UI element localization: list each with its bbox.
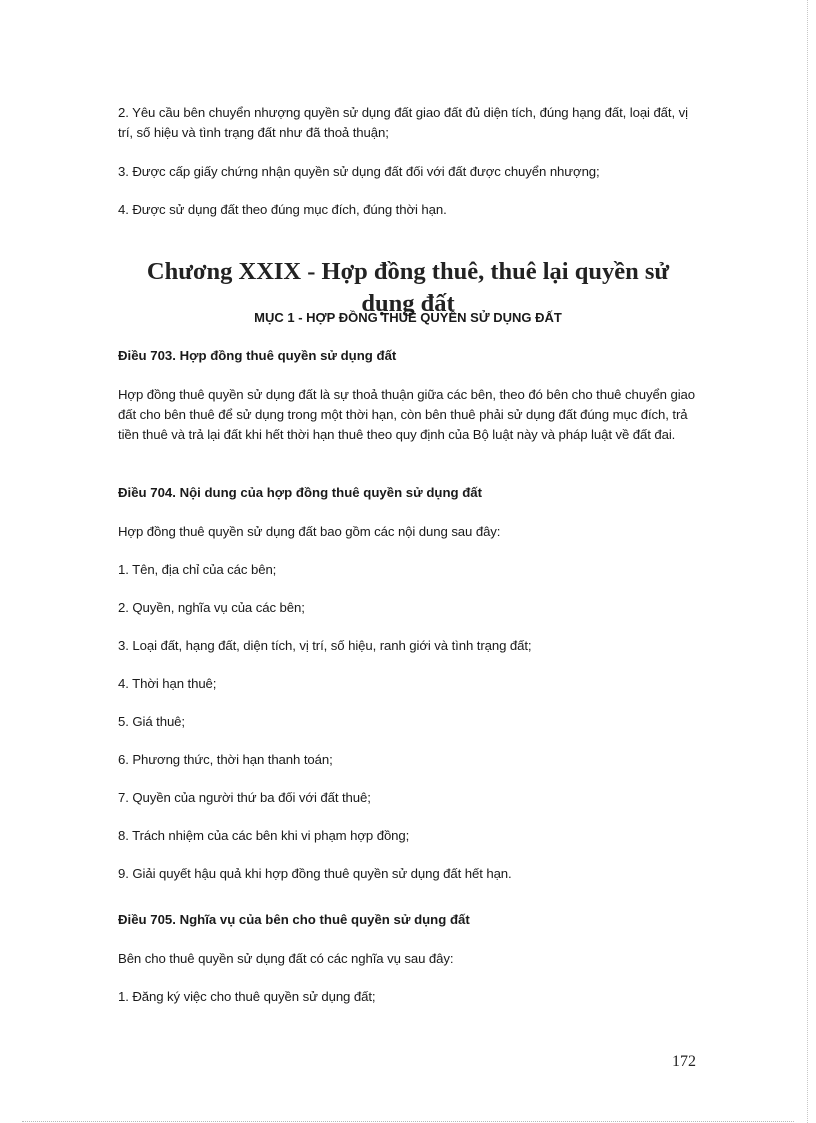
top-list	[118, 103, 698, 220]
list-item: 9. Giải quyết hậu quả khi hợp đồng thuê quyền sử dụng đất hết hạn.	[118, 866, 512, 881]
list-item: 6. Phương thức, thời hạn thanh toán;	[118, 752, 333, 767]
page-border-bottom	[22, 1121, 794, 1122]
list-item: 4. Thời hạn thuê;	[118, 676, 217, 691]
list-item: 1. Đăng ký việc cho thuê quyền sử dụng đất;	[118, 989, 376, 1004]
article-heading: Điều 704. Nội dung của hợp đồng thuê quyền sử dụng đất	[118, 485, 483, 500]
article-705	[118, 910, 698, 1007]
article-704	[118, 483, 698, 884]
list-item: 7. Quyền của người thứ ba đối với đất thuê;	[118, 790, 371, 805]
article-heading: Điều 703. Hợp đồng thuê quyền sử dụng đất	[118, 348, 397, 363]
article-703	[118, 346, 698, 445]
article-intro: Hợp đồng thuê quyền sử dụng đất bao gồm các nội dung sau đây:	[118, 524, 501, 539]
article-heading: Điều 705. Nghĩa vụ của bên cho thuê quyền sử dụng đất	[118, 912, 470, 927]
chapter-title: Chương XXIX - Hợp đồng thuê, thuê lại quyền sử dụng đất	[146, 258, 670, 317]
list-item: 1. Tên, địa chỉ của các bên;	[118, 562, 277, 577]
article-intro: Bên cho thuê quyền sử dụng đất có các nghĩa vụ sau đây:	[118, 951, 454, 966]
section-title: MỤC 1 - HỢP ĐỒNG THUÊ QUYỀN SỬ DỤNG ĐẤT	[254, 310, 562, 325]
list-item: 4. Được sử dụng đất theo đúng mục đích, đúng thời hạn.	[118, 202, 447, 217]
list-item: 2. Yêu cầu bên chuyển nhượng quyền sử dụng đất giao đất đủ diện tích, đúng hạng đất, loại đất, vị trí, số hiệu và tình trạng đất như đã thoả thuận;	[118, 105, 688, 140]
list-item: 5. Giá thuê;	[118, 714, 185, 729]
list-item: 2. Quyền, nghĩa vụ của các bên;	[118, 600, 305, 615]
list-item: 8. Trách nhiệm của các bên khi vi phạm hợp đồng;	[118, 828, 410, 843]
article-body: Hợp đồng thuê quyền sử dụng đất là sự thoả thuận giữa các bên, theo đó bên cho thuê chuyển giao đất cho bên thuê để sử dụng trong một thời hạn, còn bên thuê phải sử dụng đất đúng mục đích, trả tiền thuê và trả lại đất khi hết thời hạn thuê theo quy định của Bộ luật này và pháp luật về đất đai.	[118, 387, 696, 442]
list-item: 3. Được cấp giấy chứng nhận quyền sử dụng đất đối với đất được chuyển nhượng;	[118, 164, 600, 179]
list-item: 3. Loại đất, hạng đất, diện tích, vị trí, số hiệu, ranh giới và tình trạng đất;	[118, 638, 532, 653]
page-number: 172	[672, 1053, 696, 1070]
page-border-right	[807, 0, 808, 1123]
